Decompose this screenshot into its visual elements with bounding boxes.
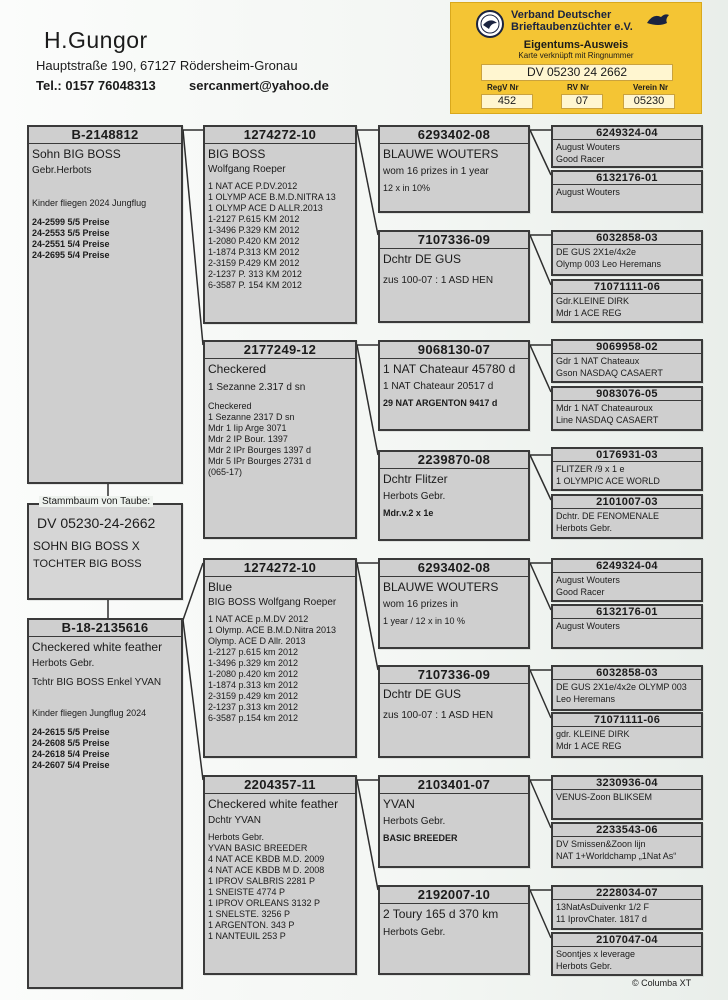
dam-dam-name: Checkered white feather xyxy=(208,797,339,811)
gen3-line: BASIC BREEDER xyxy=(383,833,458,843)
gen4-line: Mdr 1 NAT Chateauroux xyxy=(556,403,653,413)
result-line: 2-1237 p.313 km 2012 xyxy=(208,702,299,712)
gen4-line: Herbots Gebr. xyxy=(556,961,613,971)
gen3-name: BLAUWE WOUTERS xyxy=(383,580,499,594)
gen4-line: Dchtr. DE FENOMENALE xyxy=(556,511,660,521)
gen3-name: BLAUWE WOUTERS xyxy=(383,147,499,161)
result-line: Herbots Gebr. xyxy=(208,832,265,842)
gen3-ring: 7107336-09 xyxy=(417,667,491,682)
gen4-line: August Wouters xyxy=(556,142,620,152)
gen4-ring: 0176931-03 xyxy=(596,449,658,461)
gen3-line: zus 100-07 : 1 ASD HEN xyxy=(383,275,494,286)
gen4-line: Olymp 003 Leo Heremans xyxy=(556,259,662,269)
result-line: 2-3159 P.429 KM 2012 xyxy=(208,258,300,268)
result-line: 1-1874 P.313 KM 2012 xyxy=(208,247,300,257)
gen3-line: wom 16 prizes in 1 year xyxy=(383,166,489,177)
card-rv-value: 07 xyxy=(561,94,603,109)
gen3-box xyxy=(378,450,530,541)
gen4-box xyxy=(551,822,703,868)
owner-email: sercanmert@yahoo.de xyxy=(189,78,329,93)
gen4-ring: 2101007-03 xyxy=(596,496,658,508)
gen3-box xyxy=(378,775,530,868)
gen3-ring: 9068130-07 xyxy=(417,342,491,357)
gen3-line: 1 NAT Chateaur 20517 d xyxy=(383,381,494,392)
result-line: 1 ARGENTON. 343 P xyxy=(208,920,295,930)
gen3-line: Herbots Gebr. xyxy=(383,927,446,938)
gen4-line: 1 OLYMPIC ACE WORLD xyxy=(556,476,660,486)
father-box xyxy=(27,125,183,484)
result-line: Mdr 1 Iip Arge 3071 xyxy=(208,423,287,433)
gen4-ring: 3230936-04 xyxy=(596,777,658,789)
gen4-line: DV Smissen&Zoon lijn xyxy=(556,839,646,849)
result-line: 4 NAT ACE KBDB M D. 2008 xyxy=(208,865,325,875)
gen4-box xyxy=(551,230,703,276)
mother-note: Kinder fliegen Jungflug 2024 xyxy=(32,708,147,718)
gen4-box xyxy=(551,170,703,213)
gen4-line: Herbots Gebr. xyxy=(556,523,613,533)
gen3-line: 1 year / 12 x in 10 % xyxy=(383,616,466,626)
footer-brand: © Columba XT xyxy=(632,978,692,988)
gen4-box xyxy=(551,712,703,758)
father-note: Kinder fliegen 2024 Jungflug xyxy=(32,198,147,208)
dam-sire-box xyxy=(203,558,357,758)
gen4-line: Mdr 1 ACE REG xyxy=(556,308,622,318)
gen3-line: 29 NAT ARGENTON 9417 d xyxy=(383,398,498,408)
gen4-ring: 2107047-04 xyxy=(596,934,658,946)
result-line: Mdr 5 IPr Bourges 2731 d xyxy=(208,456,312,466)
result-line: 1 NAT ACE p.M.DV 2012 xyxy=(208,614,309,624)
dam-sire-breeder: BIG BOSS Wolfgang Roeper xyxy=(208,597,337,608)
sire-dam-box xyxy=(203,340,357,539)
owner-address: Hauptstraße 190, 67127 Rödersheim-Gronau xyxy=(36,58,298,73)
owner-phone: Tel.: 0157 76048313 xyxy=(36,78,156,93)
gen3-line: zus 100-07 : 1 ASD HEN xyxy=(383,710,494,721)
mother-result: 24-2608 5/5 Preise xyxy=(32,738,110,748)
result-line: 1 SNELSTE. 3256 P xyxy=(208,909,291,919)
gen4-ring: 2228034-07 xyxy=(596,887,658,899)
result-line: 1-3496 P.329 KM 2012 xyxy=(208,225,300,235)
gen4-line: August Wouters xyxy=(556,621,620,631)
father-name: Sohn BIG BOSS xyxy=(32,147,121,161)
sire-dam-breeder: 1 Sezanne 2.317 d sn xyxy=(208,382,306,393)
result-line: YVAN BASIC BREEDER xyxy=(208,843,308,853)
gen3-line: Mdr.v.2 x 1e xyxy=(383,508,434,518)
result-line: 1-2080 p.420 km 2012 xyxy=(208,669,299,679)
gen3-name: Dchtr DE GUS xyxy=(383,687,462,701)
gen4-line: Gdr 1 NAT Chateaux xyxy=(556,356,640,366)
card-subtitle: Karte verknüpft mit Ringnummer xyxy=(518,51,634,60)
gen4-line: NAT 1+Worldchamp „1Nat As“ xyxy=(556,851,677,861)
dam-dam-ring: 2204357-11 xyxy=(244,777,316,792)
dam-sire-ring: 1274272-10 xyxy=(243,560,317,575)
result-line: 1 Sezanne 2317 D sn xyxy=(208,412,295,422)
gen4-ring: 2233543-06 xyxy=(596,824,658,836)
result-line: 2-1237 P. 313 KM 2012 xyxy=(208,269,302,279)
mother-name: Checkered white feather xyxy=(32,640,163,654)
gen4-ring: 6032858-03 xyxy=(596,232,658,244)
subject-box xyxy=(27,496,183,600)
subject-line2: TOCHTER BIG BOSS xyxy=(33,558,142,570)
gen3-box xyxy=(378,230,530,323)
father-result: 24-2599 5/5 Preise xyxy=(32,217,110,227)
gen4-box xyxy=(551,665,703,711)
sire-sire-breeder: Wolfgang Roeper xyxy=(208,164,286,175)
subject-label: Stammbaum von Taube: xyxy=(39,496,153,507)
gen3-line: Herbots Gebr. xyxy=(383,491,446,502)
dam-dam-breeder: Dchtr YVAN xyxy=(208,815,261,826)
card-regv-value: 452 xyxy=(481,94,533,109)
gen4-line: DE GUS 2X1e/4x2e OLYMP 003 xyxy=(556,682,687,692)
sire-sire-ring: 1274272-10 xyxy=(243,127,317,142)
gen4-line: 13NatAsDuivenkr 1/2 F xyxy=(556,902,650,912)
result-line: 1-2080 P.420 KM 2012 xyxy=(208,236,300,246)
gen4-ring: 6249324-04 xyxy=(596,560,658,572)
gen4-line: Leo Heremans xyxy=(556,694,616,704)
result-line: 1-1874 p.313 km 2012 xyxy=(208,680,299,690)
gen4-box xyxy=(551,125,703,168)
result-line: 1 OLYMP ACE B.M.D.NITRA 13 xyxy=(208,192,336,202)
gen3-name: Dchtr Flitzer xyxy=(383,472,448,486)
gen4-box xyxy=(551,279,703,323)
result-line: 1-3496 p.329 km 2012 xyxy=(208,658,299,668)
gen4-line: DE GUS 2X1e/4x2e xyxy=(556,247,637,257)
result-line: Mdr 2 IP Bour. 1397 xyxy=(208,434,288,444)
gen4-line: gdr. KLEINE DIRK xyxy=(556,729,630,739)
result-line: 1 NAT ACE P.DV.2012 xyxy=(208,181,298,191)
gen4-box xyxy=(551,339,703,383)
gen4-line: 11 IprovChater. 1817 d xyxy=(556,914,647,924)
sire-sire-box xyxy=(203,125,357,324)
result-line: 4 NAT ACE KBDB M.D. 2009 xyxy=(208,854,325,864)
gen4-ring: 6032858-03 xyxy=(596,667,658,679)
gen4-line: FLITZER /9 x 1 e xyxy=(556,464,625,474)
gen3-box xyxy=(378,885,530,975)
result-line: 1-2127 p.615 km 2012 xyxy=(208,647,299,657)
result-line: 2-3159 p.429 km 2012 xyxy=(208,691,299,701)
father-breeder: Gebr.Herbots xyxy=(32,165,92,176)
gen4-line: Good Racer xyxy=(556,154,605,164)
gen3-ring: 6293402-08 xyxy=(417,560,491,575)
gen3-name: YVAN xyxy=(383,797,415,811)
result-line: 6-3587 P. 154 KM 2012 xyxy=(208,280,302,290)
mother-result: 24-2618 5/4 Preise xyxy=(32,749,110,759)
gen4-ring: 6132176-01 xyxy=(596,606,658,618)
gen3-name: 1 NAT Chateaur 45780 d xyxy=(383,362,516,376)
result-line: Olymp. ACE D Allr. 2013 xyxy=(208,636,306,646)
gen4-line: Mdr 1 ACE REG xyxy=(556,741,622,751)
father-ring: B-2148812 xyxy=(71,127,139,142)
result-line: 1 Olymp. ACE B.M.D.Nitra 2013 xyxy=(208,625,337,635)
mother-ring: B-18-2135616 xyxy=(61,620,149,635)
result-line: 1 IPROV ORLEANS 3132 P xyxy=(208,898,321,908)
gen4-ring: 9069958-02 xyxy=(596,341,658,353)
card-title-line2: Brieftaubenzüchter e.V. xyxy=(511,21,633,33)
card-title-line1: Verband Deutscher xyxy=(511,9,612,21)
result-line: 1 SNEISTE 4774 P xyxy=(208,887,286,897)
dam-dam-box xyxy=(203,775,357,975)
gen4-line: Good Racer xyxy=(556,587,605,597)
result-line: 6-3587 p.154 km 2012 xyxy=(208,713,299,723)
mother-box xyxy=(27,618,183,989)
gen4-line: Gson NASDAQ CASAERT xyxy=(556,368,663,378)
gen4-ring: 71071111-06 xyxy=(593,714,661,726)
gen3-ring: 2239870-08 xyxy=(417,452,491,467)
gen4-box xyxy=(551,775,703,820)
result-line: 1-2127 P.615 KM 2012 xyxy=(208,214,300,224)
result-line: 1 NANTEUIL 253 P xyxy=(208,931,286,941)
card-rv-label: RV Nr xyxy=(567,83,590,92)
result-line: (065-17) xyxy=(208,467,243,477)
gen4-ring: 6249324-04 xyxy=(596,127,658,139)
gen4-box xyxy=(551,558,703,602)
gen3-box xyxy=(378,558,530,649)
gen3-ring: 7107336-09 xyxy=(417,232,491,247)
gen4-line: August Wouters xyxy=(556,187,620,197)
gen4-line: Line NASDAQ CASAERT xyxy=(556,415,659,425)
gen4-box xyxy=(551,604,703,649)
gen3-name: Dchtr DE GUS xyxy=(383,252,462,266)
card-verein-label: Verein Nr xyxy=(633,83,669,92)
gen3-ring: 2103401-07 xyxy=(417,777,491,792)
result-line: 1 IPROV SALBRIS 2281 P xyxy=(208,876,316,886)
gen3-box xyxy=(378,125,530,213)
result-line: Mdr 2 IPr Bourges 1397 d xyxy=(208,445,312,455)
result-line: Checkered xyxy=(208,401,252,411)
dam-sire-name: Blue xyxy=(208,580,233,594)
father-result: 24-2695 5/4 Preise xyxy=(32,250,110,260)
gen3-line: Herbots Gebr. xyxy=(383,816,446,827)
subject-line1: SOHN BIG BOSS X xyxy=(33,539,140,553)
gen3-line: 12 x in 10% xyxy=(383,183,431,193)
gen4-box xyxy=(551,885,703,930)
mother-result: 24-2607 5/4 Preise xyxy=(32,760,110,770)
gen3-box xyxy=(378,340,530,431)
gen3-name: 2 Toury 165 d 370 km xyxy=(383,907,499,921)
gen4-ring: 71071111-06 xyxy=(593,281,661,293)
gen4-ring: 9083076-05 xyxy=(596,388,658,400)
father-result: 24-2553 5/5 Preise xyxy=(32,228,110,238)
gen4-line: Gdr.KLEINE DIRK xyxy=(556,296,630,306)
gen4-ring: 6132176-01 xyxy=(596,172,658,184)
result-line: 1 OLYMP ACE D ALLR.2013 xyxy=(208,203,323,213)
gen3-box xyxy=(378,665,530,758)
card-regv-label: RegV Nr xyxy=(487,83,519,92)
subject-ring: DV 05230-24-2662 xyxy=(37,515,156,531)
gen4-box xyxy=(551,386,703,431)
mother-line: Tchtr BIG BOSS Enkel YVAN xyxy=(32,677,162,688)
sire-dam-ring: 2177249-12 xyxy=(243,342,317,357)
gen3-ring: 2192007-10 xyxy=(417,887,491,902)
sire-sire-name: BIG BOSS xyxy=(208,147,266,161)
gen4-box xyxy=(551,932,703,976)
gen4-line: VENUS-Zoon BLIKSEM xyxy=(556,792,653,802)
gen4-box xyxy=(551,447,703,491)
gen3-line: wom 16 prizes in xyxy=(383,599,459,610)
sire-dam-name: Checkered xyxy=(208,362,267,376)
owner-name: H.Gungor xyxy=(44,27,148,53)
card-heading: Eigentums-Ausweis xyxy=(523,39,629,51)
father-result: 24-2551 5/4 Preise xyxy=(32,239,110,249)
mother-breeder: Herbots Gebr. xyxy=(32,658,95,669)
card-ring-number: DV 05230 24 2662 xyxy=(481,64,673,81)
gen3-ring: 6293402-08 xyxy=(417,127,491,142)
gen4-line: August Wouters xyxy=(556,575,620,585)
gen4-line: Soontjes x leverage xyxy=(556,949,636,959)
card-verein-value: 05230 xyxy=(623,94,675,109)
gen4-box xyxy=(551,494,703,539)
mother-result: 24-2615 5/5 Preise xyxy=(32,727,110,737)
